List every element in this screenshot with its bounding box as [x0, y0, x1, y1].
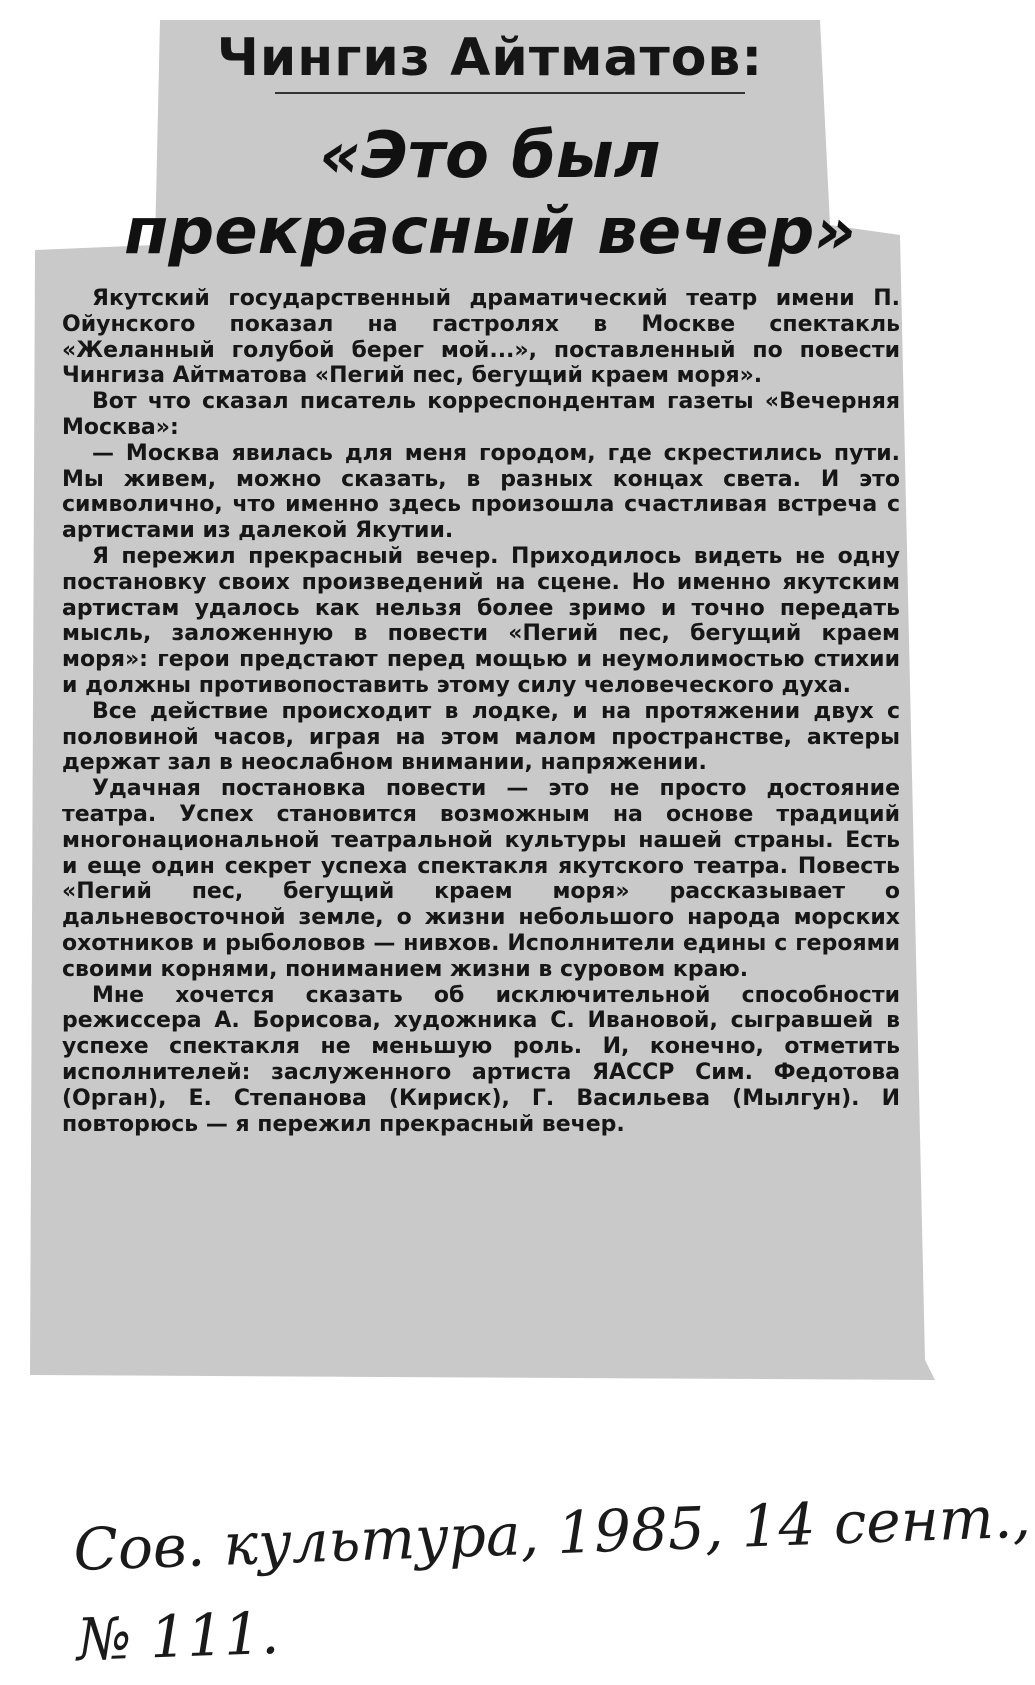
handwritten-line-2: № 111. [75, 1598, 281, 1674]
paragraph-4: Я пережил прекрасный вечер. Приходилось видеть не одну постановку своих произведений на сцене. Но именно якутским артистам удалось как нельзя более зримо и точно передать мысль, заложенную в повести «Пегий пес, бегущий краем моря»: герои предстают перед мощью и неумолимостью стихии и должны противопоставить этому силу человеческого духа. [62, 543, 900, 698]
handwritten-line-1: Сов. культура, 1985, 14 сент., [72, 1482, 1032, 1584]
paragraph-6: Удачная постановка повести — это не просто достояние театра. Успех становится возможным на основе традиций многонациональной театральной культуры нашей страны. Есть и еще один секрет успеха спектакля якутского театра. Повесть «Пегий пес, бегущий краем моря» рассказывает о дальневосточной земле, о жизни небольшого народа морских охотников и рыболовов — нивхов. Исполнители едины с героями своими корнями, пониманием жизни в суровом краю. [62, 776, 900, 982]
paragraph-3: — Москва явилась для меня городом, где скрестились пути. Мы живем, можно сказать, в разных концах света. И это символично, что именно здесь произошла счастливая встреча с артистами из далекой Якутии. [62, 440, 900, 544]
handwritten-source-note [72, 1473, 1032, 1685]
article-title [30, 118, 950, 270]
title-line-1: «Это был [319, 119, 661, 193]
title-line-2: прекрасный вечер» [124, 195, 856, 269]
paragraph-7: Мне хочется сказать об исключительной способности режиссера А. Борисова, художника С. Ивановой, сыгравшей в успехе спектакля не меньшую роль. И, конечно, отметить исполнителей: заслуженного артиста ЯАССР Сим. Федотова (Орган), Е. Степанова (Кириск), Г. Васильева (Мылгун). И повторюсь — я пережил прекрасный вечер. [62, 982, 900, 1137]
article-body [62, 286, 900, 1137]
paragraph-5: Все действие происходит в лодке, и на протяжении двух с половиной часов, играя на этом малом пространстве, актеры держат зал в неослабном внимании, напряжении. [62, 698, 900, 776]
paragraph-2: Вот что сказал писатель корреспондентам газеты «Вечерняя Москва»: [62, 389, 900, 440]
author-heading: Чингиз Айтматов: [216, 28, 764, 88]
paragraph-1: Якутский государственный драматический театр имени П. Ойунского показал на гастролях в Москве спектакль «Желанный голубой берег мой...», поставленный по повести Чингиза Айтматова «Пегий пес, бегущий краем моря». [62, 286, 900, 389]
heading-divider [275, 92, 745, 94]
